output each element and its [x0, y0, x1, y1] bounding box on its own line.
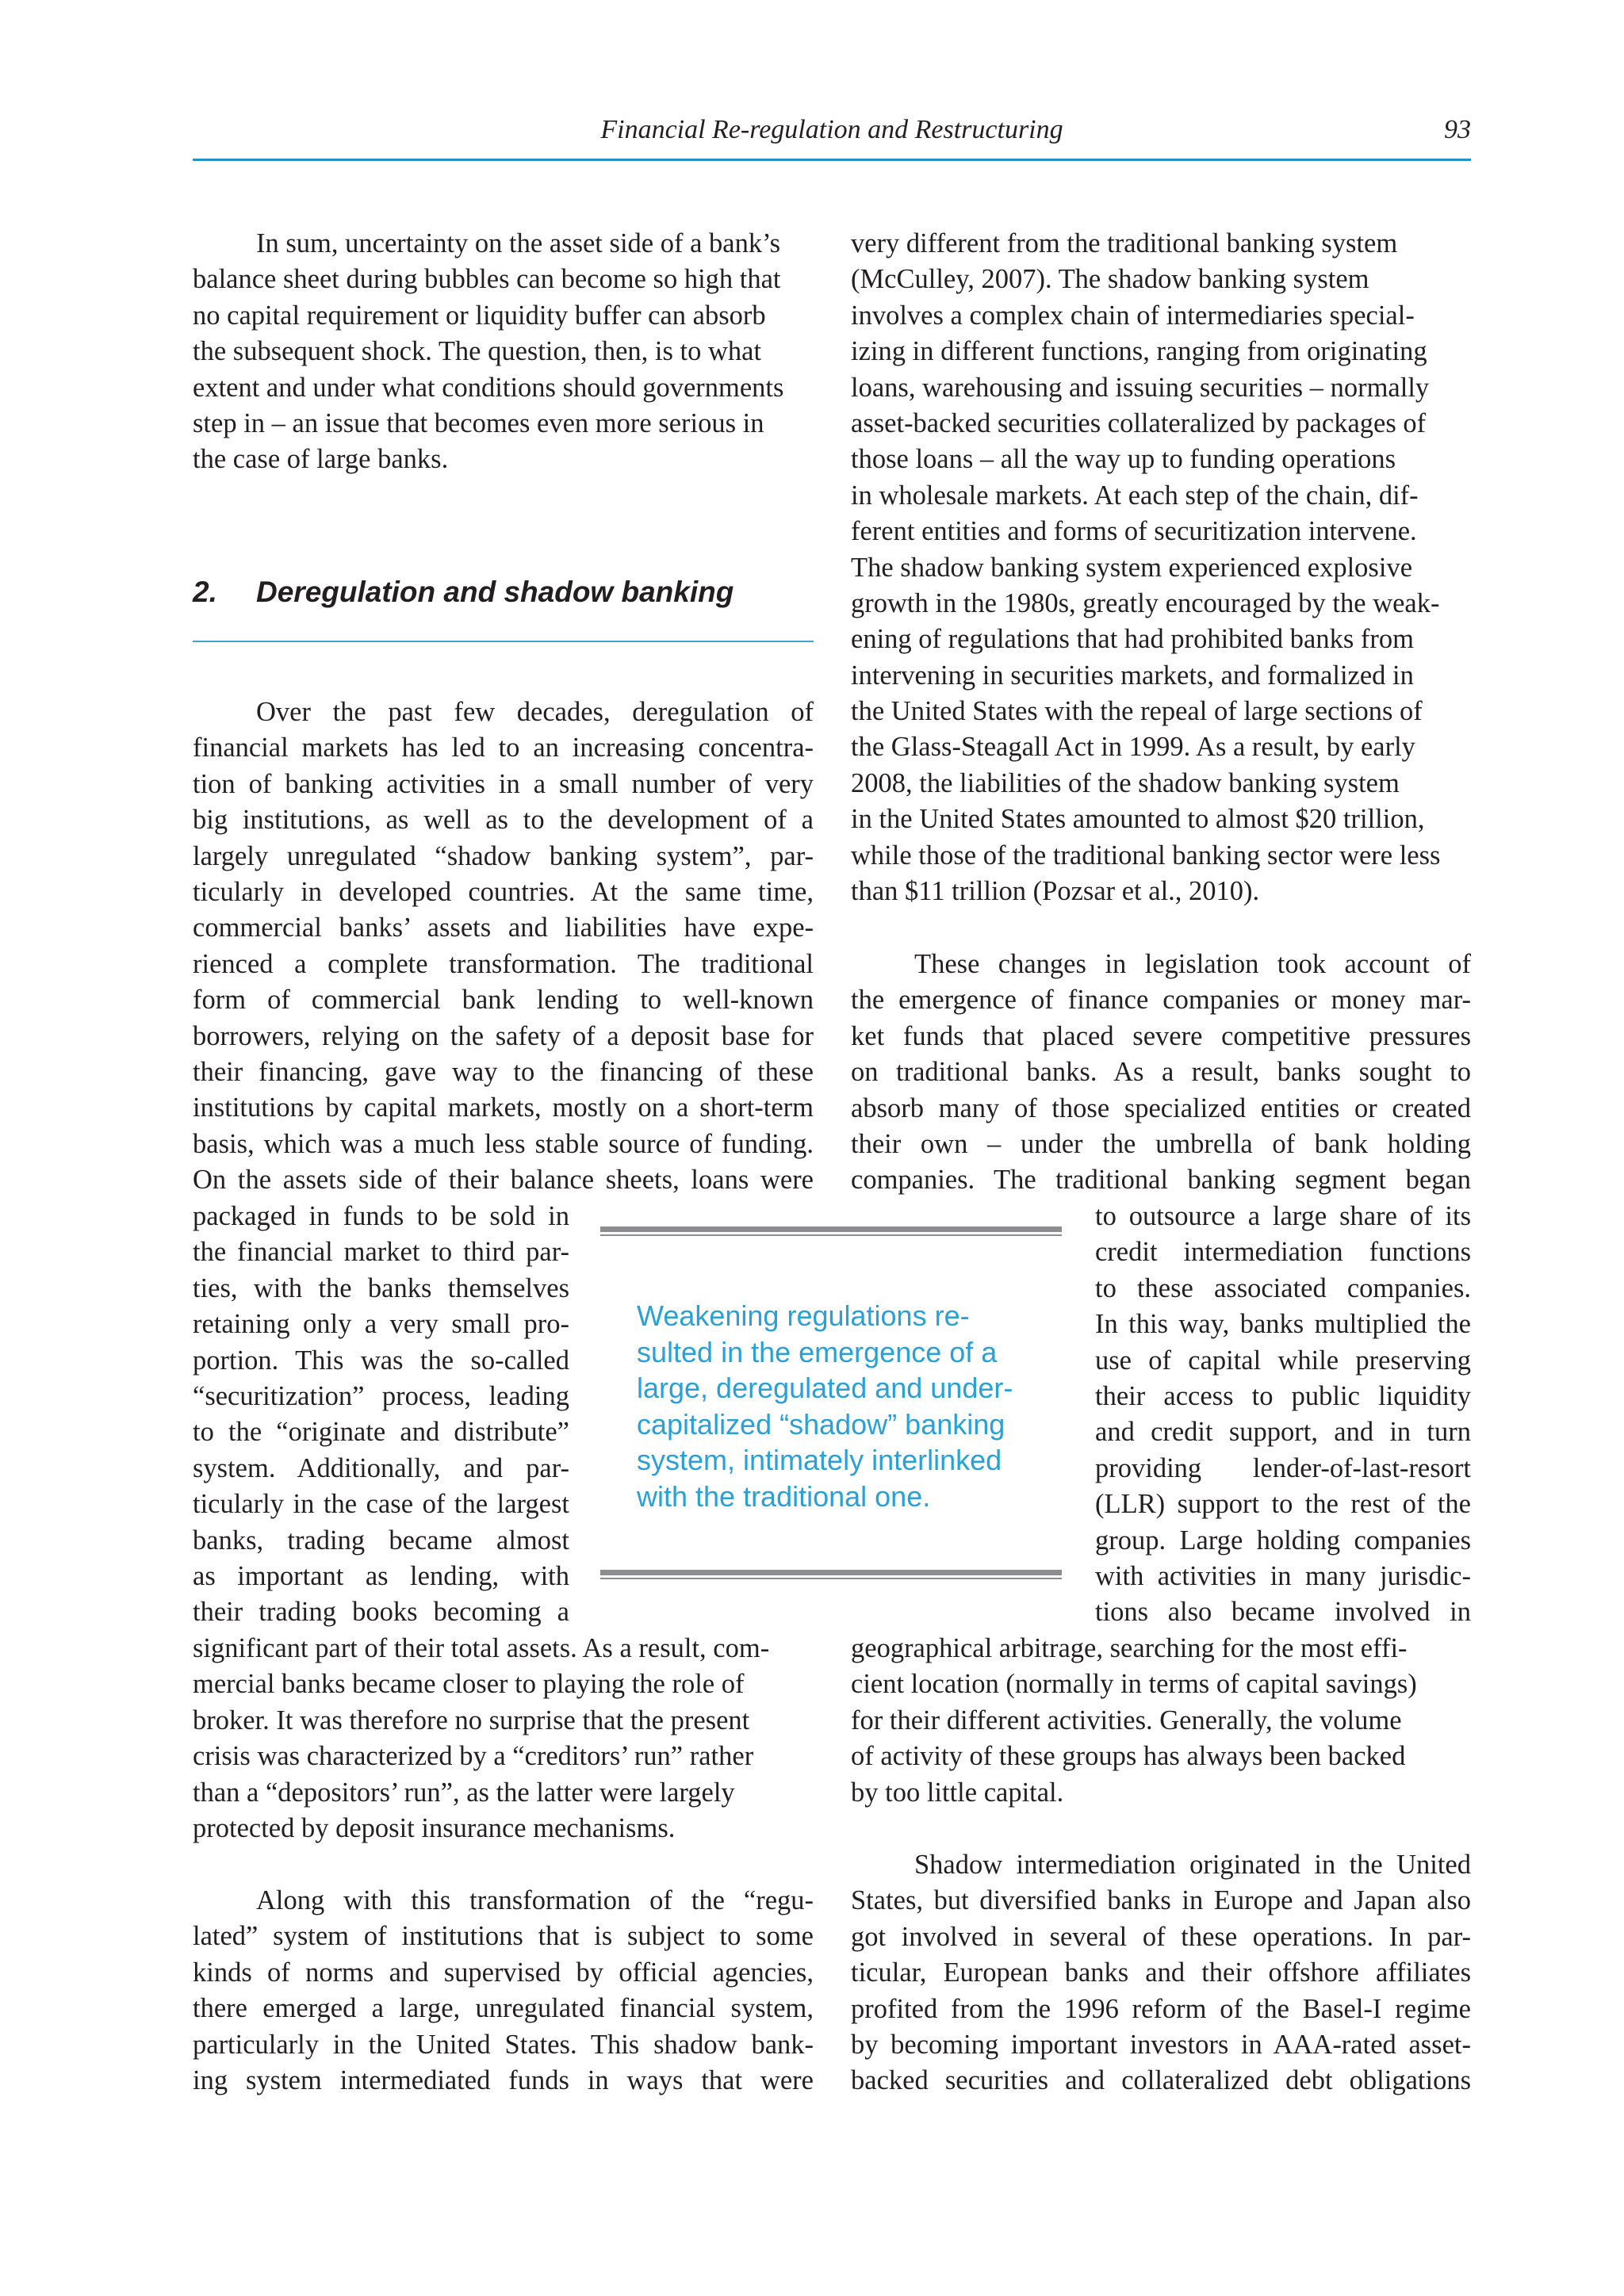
- text-line: on traditional banks. As a result, banks sought to: [851, 1057, 1471, 1088]
- text-line: 2008, the liabilities of the shadow banking system: [851, 767, 1400, 798]
- text-line: Shadow intermediation originated in the United: [914, 1850, 1471, 1880]
- text-line: geographical arbitrage, searching for the most effi-: [851, 1633, 1408, 1663]
- section-rule: [193, 641, 814, 642]
- text-line: their access to public liquidity: [1095, 1380, 1471, 1411]
- text-line: States, but diversified banks in Europe and Japan also: [851, 1885, 1471, 1916]
- text-line: for their different activities. Generally, the volume: [851, 1705, 1402, 1735]
- text-line: ticularly in the case of the largest: [193, 1489, 569, 1520]
- right-paragraph-1: [851, 226, 1471, 909]
- text-line: credit intermediation functions: [1095, 1237, 1471, 1268]
- pull-quote-line: with the traditional one.: [637, 1479, 931, 1513]
- text-line: than $11 trillion (Pozsar et al., 2010).: [851, 876, 1260, 907]
- text-line: These changes in legislation took account of: [914, 949, 1471, 979]
- right-paragraph-2-end: [851, 1631, 1471, 1811]
- text-line: ing system intermediated funds in ways that were: [193, 2064, 814, 2095]
- text-line: group. Large holding companies: [1095, 1525, 1471, 1556]
- text-line: companies. The traditional banking segment began: [851, 1165, 1471, 1196]
- text-line: balance sheet during bubbles can become so high that: [193, 264, 781, 295]
- text-line: by becoming important investors in AAA-rated asset-: [851, 2029, 1471, 2060]
- right-paragraph-3: [851, 1847, 1471, 2099]
- text-line: as important as lending, with: [193, 1560, 569, 1591]
- text-line: form of commercial bank lending to well-known: [193, 985, 814, 1016]
- text-line: cient location (normally in terms of capital savings): [851, 1669, 1417, 1700]
- text-line: their financing, gave way to the financing of these: [193, 1056, 814, 1087]
- running-header: [193, 113, 1471, 147]
- text-line: the United States with the repeal of large sections of: [851, 696, 1423, 727]
- text-line: borrowers, relying on the safety of a deposit base for: [193, 1020, 814, 1051]
- text-line: banks, trading became almost: [193, 1525, 569, 1556]
- text-line: ket funds that placed severe competitive pressures: [851, 1020, 1471, 1051]
- right-paragraph-2-wrap: [1095, 1199, 1471, 1631]
- text-line: there emerged a large, unregulated financial system,: [193, 1993, 814, 2024]
- text-line: retaining only a very small pro-: [193, 1309, 569, 1340]
- text-line: the subsequent shock. The question, then, is to what: [193, 336, 762, 367]
- text-line: while those of the traditional banking sector were less: [851, 840, 1441, 871]
- text-line: profited from the 1996 reform of the Basel-I regime: [851, 1993, 1471, 2024]
- left-paragraph-3: [193, 1883, 814, 2099]
- text-line: with activities in many jurisdic-: [1095, 1560, 1471, 1591]
- text-line: loans, warehousing and issuing securities – normally: [851, 372, 1430, 403]
- pull-quote-line: large, deregulated and under-: [637, 1372, 1013, 1404]
- text-line: commercial banks’ assets and liabilities have expe-: [193, 913, 814, 943]
- text-line: in the United States amounted to almost $20 trillion,: [851, 804, 1425, 835]
- text-line: the Glass-Steagall Act in 1999. As a result, by early: [851, 732, 1415, 763]
- text-line: of activity of these groups has always been backed: [851, 1741, 1406, 1772]
- left-paragraph-2-end: [193, 1631, 814, 1846]
- right-paragraph-2-full: [851, 947, 1471, 1199]
- text-line: backed securities and collateralized debt obligations: [851, 2065, 1471, 2096]
- text-line: basis, which was a much less stable source of funding.: [193, 1128, 814, 1159]
- text-line: (McCulley, 2007). The shadow banking system: [851, 264, 1369, 295]
- text-line: to outsource a large share of its: [1095, 1201, 1471, 1231]
- text-line: big institutions, as well as to the development of a: [193, 805, 814, 836]
- text-line: very different from the traditional banking system: [851, 228, 1398, 258]
- text-line: financial markets has led to an increasing concentra-: [193, 733, 814, 763]
- text-line: tion of banking activities in a small number of very: [193, 768, 814, 799]
- text-line: The shadow banking system experienced explosive: [851, 552, 1413, 583]
- text-line: use of capital while preserving: [1095, 1345, 1471, 1376]
- text-line: intervening in securities markets, and formalized in: [851, 660, 1414, 691]
- left-paragraph-1: [193, 226, 814, 478]
- text-line: Over the past few decades, deregulation of: [256, 697, 814, 727]
- text-line: packaged in funds to be sold in: [193, 1201, 569, 1231]
- text-line: On the assets side of their balance sheets, loans were: [193, 1165, 814, 1196]
- callout-bottom-rule: [600, 1570, 1062, 1581]
- text-line: izing in different functions, ranging from originating: [851, 336, 1427, 367]
- text-line: the case of large banks.: [193, 444, 449, 475]
- pull-quote-line: system, intimately interlinked: [637, 1444, 1002, 1476]
- text-line: ties, with the banks themselves: [193, 1272, 569, 1303]
- text-line: system. Additionally, and par-: [193, 1452, 569, 1483]
- text-line: ening of regulations that had prohibited banks from: [851, 624, 1414, 655]
- text-line: extent and under what conditions should governments: [193, 372, 784, 403]
- left-paragraph-2-wrap: [193, 1199, 569, 1631]
- text-line: institutions by capital markets, mostly on a short-term: [193, 1093, 814, 1123]
- text-line: step in – an issue that becomes even more serious in: [193, 408, 764, 438]
- text-line: growth in the 1980s, greatly encouraged by the weak-: [851, 587, 1440, 618]
- left-paragraph-2-full: [193, 695, 814, 1198]
- pull-quote-line: capitalized “shadow” banking: [637, 1407, 1005, 1441]
- text-line: portion. This was the so-called: [193, 1345, 569, 1376]
- text-line: the emergence of finance companies or money mar-: [851, 985, 1471, 1016]
- text-line: their trading books becoming a: [193, 1597, 569, 1628]
- text-line: “securitization” process, leading: [193, 1380, 569, 1411]
- text-line: their own – under the umbrella of bank holding: [851, 1128, 1471, 1159]
- pull-quote-line: Weakening regulations re-: [637, 1299, 970, 1332]
- text-line: those loans – all the way up to funding operations: [851, 444, 1396, 475]
- text-line: got involved in several of these operations. In par-: [851, 1921, 1471, 1952]
- text-line: providing lender-of-last-resort: [1095, 1452, 1471, 1483]
- text-line: crisis was characterized by a “creditors’ run” rather: [193, 1741, 754, 1772]
- running-title: Financial Re-regulation and Restructuring: [600, 115, 1063, 144]
- text-line: (LLR) support to the rest of the: [1095, 1489, 1471, 1520]
- text-line: absorb many of those specialized entities or created: [851, 1093, 1471, 1123]
- text-line: Along with this transformation of the “regu-: [256, 1885, 814, 1915]
- text-line: largely unregulated “shadow banking system”, par-: [193, 840, 814, 871]
- text-line: and credit support, and in turn: [1095, 1417, 1471, 1448]
- pull-quote-line: sulted in the emergence of a: [637, 1335, 998, 1368]
- text-line: broker. It was therefore no surprise that the present: [193, 1705, 750, 1735]
- pull-quote: [637, 1298, 1049, 1514]
- text-line: to these associated companies.: [1095, 1272, 1471, 1303]
- text-line: lated” system of institutions that is subject to some: [193, 1921, 814, 1952]
- text-line: mercial banks became closer to playing the role of: [193, 1669, 745, 1700]
- text-line: significant part of their total assets. As a result, com-: [193, 1633, 770, 1663]
- text-line: in wholesale markets. At each step of the chain, dif-: [851, 480, 1419, 511]
- text-line: ferent entities and forms of securitization intervene.: [851, 516, 1417, 547]
- text-line: ticularly in developed countries. At the same time,: [193, 876, 814, 907]
- callout-top-rule: [600, 1226, 1062, 1238]
- text-line: In sum, uncertainty on the asset side of a bank’s: [256, 228, 781, 258]
- section-title: Deregulation and shadow banking: [256, 576, 734, 608]
- text-line: the financial market to third par-: [193, 1237, 569, 1268]
- header-rule: [193, 159, 1471, 161]
- text-line: by too little capital.: [851, 1777, 1064, 1808]
- section-heading: [193, 572, 733, 612]
- text-line: particularly in the United States. This shadow bank-: [193, 2029, 814, 2060]
- text-line: rienced a complete transformation. The traditional: [193, 948, 814, 979]
- page-number: 93: [1444, 115, 1471, 144]
- text-line: In this way, banks multiplied the: [1095, 1309, 1471, 1340]
- text-line: protected by deposit insurance mechanisms.: [193, 1812, 676, 1843]
- text-line: no capital requirement or liquidity buffer can absorb: [193, 300, 766, 331]
- text-line: to the “originate and distribute”: [193, 1417, 569, 1448]
- text-line: tions also became involved in: [1095, 1597, 1471, 1628]
- text-line: than a “depositors’ run”, as the latter were largely: [193, 1777, 735, 1808]
- text-line: involves a complex chain of intermediaries special-: [851, 300, 1415, 331]
- section-number: 2.: [193, 576, 217, 608]
- text-line: asset-backed securities collateralized by packages of: [851, 408, 1427, 438]
- text-line: ticular, European banks and their offshore affiliates: [851, 1957, 1471, 1988]
- text-line: kinds of norms and supervised by official agencies,: [193, 1957, 814, 1988]
